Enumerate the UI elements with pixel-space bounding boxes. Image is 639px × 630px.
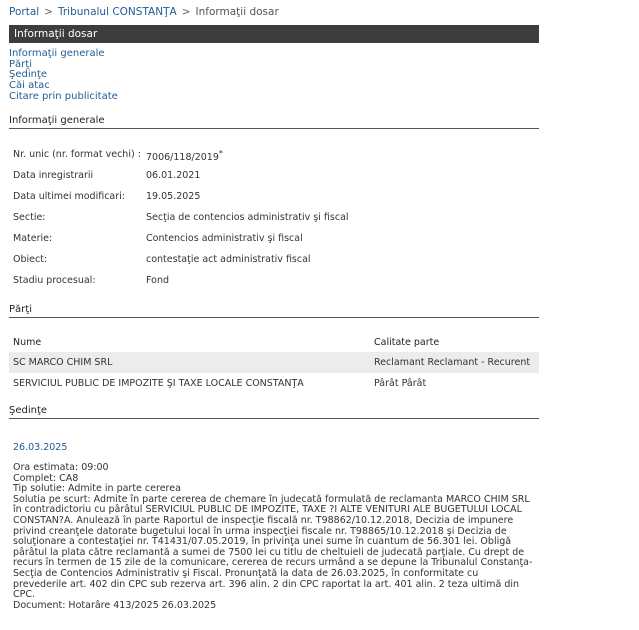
section-heading-text: Părţi: [9, 304, 32, 315]
parti-table-header: [374, 337, 439, 348]
solution-summary: Solutia pe scurt: Admite în parte cererea de chemare în judecată formulată de reclamanta MARCO CHIM SRL în contradictoriu cu pârâtul SERVICIUL PUBLIC DE IMPOZITE, TAXE ?I ALTE VENITURI ALE BUGETULUI LOCAL CONSTAN?A. Anulează în parte Raportul de inspecţie fiscală nr. T98862/10.12.2018, Decizia de impunere privind creanţele datorate bugetului local în urma inspecţiei fiscale nr. T98865/10.12.2018 şi Decizia de soluţionare a contestaţiei nr. T41431/07.05.2019, în privinţa unei sume în cuantum de 56.301 lei. Obligă pârâtul la plata către reclamantă a sumei de 7500 lei cu titlu de cheltuieli de judecată parţiale. Cu drept de recurs în termen de 15 zile de la comunicare, cererea de recurs urmând a se depune la Tribunalul Constanţa-Secţia de Contencios Administrativ şi Fiscal. Pronunţată la data de 26.03.2025, în conformitate cu prevederile art. 402 din CPC sub rezerva art. 396 alin. 2 din CPC raportat la art. 401 alin. 2 teza ultimă din CPC.: [13, 493, 533, 601]
page-title-bar: [9, 25, 539, 43]
info-value: Secţia de contencios administrativ şi fiscal: [146, 212, 349, 223]
info-label: Sectie:: [13, 212, 46, 223]
section-heading-text: Informaţii generale: [9, 115, 105, 126]
table-row: [9, 352, 539, 373]
section-heading-sedinte: [9, 405, 539, 419]
breadcrumb: [9, 6, 279, 18]
breadcrumb-separator: >: [44, 6, 53, 18]
table-row: [9, 373, 539, 394]
info-value: 19.05.2025: [146, 191, 201, 202]
party-role: Pârât Pârât: [374, 378, 427, 389]
info-value: Fond: [146, 275, 169, 286]
info-label: Data ultimei modificari:: [13, 191, 125, 202]
page-title: Informaţii dosar: [14, 28, 98, 40]
toc-link-cai-atac[interactable]: Căi atac: [9, 80, 50, 92]
hearing-time: Ora estimata: 09:00: [13, 462, 109, 473]
parti-table-header: [13, 337, 41, 348]
old-format-mark: *: [218, 149, 223, 158]
section-heading-general: [9, 115, 539, 129]
hearing-panel: Complet: CA8: [13, 472, 79, 484]
info-value: contestaţie act administrativ fiscal: [146, 254, 311, 265]
toc-link-citare[interactable]: Citare prin publicitate: [9, 90, 118, 102]
hearing-document: Document: Hotarâre 413/2025 26.03.2025: [13, 599, 217, 611]
toc-link-informatii-generale[interactable]: Informaţii generale: [9, 48, 105, 59]
breadcrumb-separator: >: [181, 6, 191, 18]
info-label: Data inregistrarii: [13, 170, 94, 181]
hearing-details: [13, 463, 533, 611]
info-label: Materie:: [13, 233, 53, 244]
toc-link-parti[interactable]: Părţi: [9, 58, 32, 70]
solution-type: Tip solutie: Admite in parte cererea: [13, 483, 181, 495]
breadcrumb-current: Informaţii dosar: [195, 6, 279, 18]
column-header-role: Calitate parte: [374, 337, 440, 348]
section-heading-parti: [9, 304, 539, 318]
party-name: SC MARCO CHIM SRL: [13, 357, 113, 368]
breadcrumb-tribunal-link[interactable]: Tribunalul CONSTANŢA: [57, 6, 177, 18]
hearing-date: 26.03.2025: [13, 442, 68, 453]
info-label: Nr. unic (nr. format vechi) :: [13, 149, 141, 160]
info-value: [146, 149, 223, 163]
info-value: Contencios administrativ şi fiscal: [146, 233, 303, 244]
info-value: 06.01.2021: [146, 170, 201, 181]
toc-link-sedinte[interactable]: Şedinţe: [9, 69, 48, 81]
info-label: Obiect:: [13, 254, 48, 265]
party-role: Reclamant Reclamant - Recurent: [374, 357, 531, 368]
column-header-name: Nume: [13, 337, 42, 348]
case-number: 7006/118/2019: [146, 152, 219, 164]
section-navigation: [9, 49, 118, 103]
breadcrumb-portal-link[interactable]: Portal: [9, 6, 40, 18]
section-heading-text: Şedinţe: [9, 405, 48, 416]
party-name: SERVICIUL PUBLIC DE IMPOZITE ŞI TAXE LOCALE CONSTANŢA: [13, 378, 304, 389]
info-label: Stadiu procesual:: [13, 275, 96, 286]
